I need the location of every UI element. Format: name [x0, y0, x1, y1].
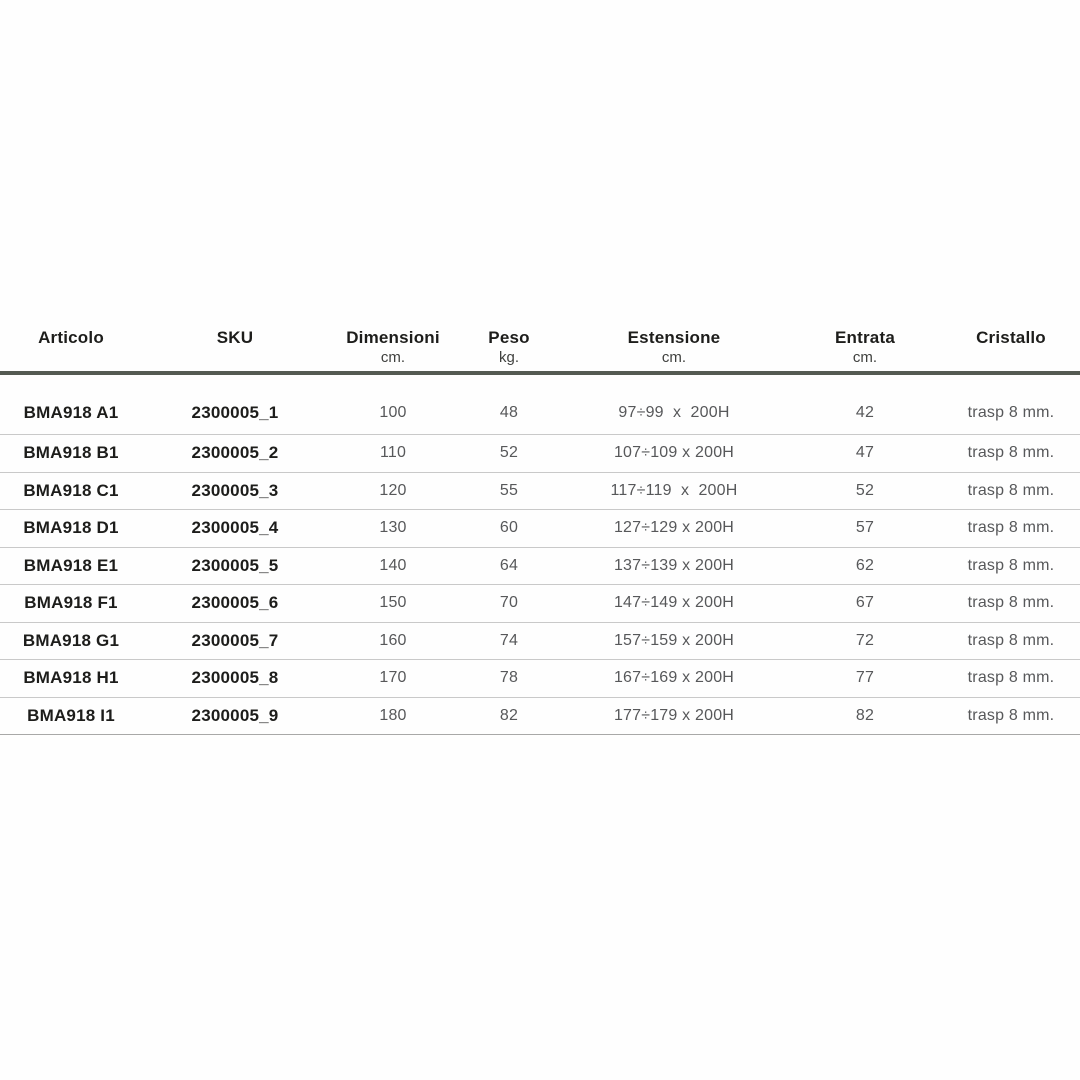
cell-peso: 78 — [499, 669, 519, 687]
column-label: Dimensioni — [346, 328, 440, 347]
column-header-sku — [142, 327, 328, 371]
column-unit: cm. — [661, 349, 687, 366]
table-row — [0, 375, 1080, 435]
cell-articolo: BMA918 E1 — [23, 555, 119, 575]
cell-sku: 2300005_9 — [191, 705, 279, 725]
cell-dimensioni: 130 — [379, 519, 407, 537]
column-label: Articolo — [38, 328, 104, 347]
cell-estensione: 157÷159 x 200H — [613, 631, 735, 649]
header-row — [0, 324, 1080, 375]
cell-sku: 2300005_3 — [191, 480, 279, 500]
table-body — [0, 375, 1080, 735]
cell-peso: 52 — [499, 444, 519, 462]
cell-dimensioni: 170 — [379, 669, 407, 687]
cell-estensione: 97÷99 x 200H — [618, 404, 730, 421]
table-row — [0, 585, 1080, 623]
cell-peso: 55 — [499, 481, 519, 499]
cell-articolo: BMA918 D1 — [23, 518, 119, 538]
cell-cristallo: trasp 8 mm. — [967, 519, 1055, 537]
cell-entrata: 72 — [855, 631, 875, 649]
cell-articolo: BMA918 G1 — [22, 630, 120, 650]
cell-cristallo: trasp 8 mm. — [967, 556, 1055, 574]
cell-sku: 2300005_6 — [191, 593, 279, 613]
cell-peso: 74 — [499, 631, 519, 649]
spec-table — [0, 324, 1080, 735]
cell-dimensioni: 110 — [379, 444, 407, 462]
cell-peso: 48 — [499, 404, 519, 421]
cell-dimensioni: 150 — [379, 594, 407, 612]
column-unit: kg. — [498, 349, 519, 366]
cell-entrata: 47 — [855, 444, 875, 462]
column-label: SKU — [216, 328, 254, 347]
cell-cristallo: trasp 8 mm. — [967, 706, 1055, 724]
table-row — [0, 473, 1080, 511]
cell-dimensioni: 140 — [379, 556, 407, 574]
cell-articolo: BMA918 B1 — [23, 443, 119, 463]
cell-entrata: 42 — [855, 404, 875, 421]
cell-articolo: BMA918 A1 — [23, 403, 119, 422]
cell-estensione: 167÷169 x 200H — [613, 669, 735, 687]
cell-estensione: 137÷139 x 200H — [613, 556, 735, 574]
cell-estensione: 117÷119 x 200H — [610, 481, 738, 499]
column-unit: cm. — [852, 349, 878, 366]
cell-dimensioni: 160 — [379, 631, 407, 649]
cell-sku: 2300005_5 — [191, 555, 279, 575]
cell-entrata: 57 — [855, 519, 875, 537]
cell-sku: 2300005_7 — [191, 630, 279, 650]
cell-peso: 82 — [499, 706, 519, 724]
table-row — [0, 623, 1080, 661]
cell-peso: 60 — [499, 519, 519, 537]
column-label: Entrata — [835, 328, 895, 347]
cell-entrata: 67 — [855, 594, 875, 612]
cell-dimensioni: 100 — [379, 404, 407, 421]
cell-entrata: 52 — [855, 481, 875, 499]
column-header-entrata — [788, 327, 942, 371]
cell-cristallo: trasp 8 mm. — [967, 631, 1055, 649]
column-unit: cm. — [380, 349, 406, 366]
cell-sku: 2300005_1 — [191, 403, 279, 422]
cell-cristallo: trasp 8 mm. — [967, 481, 1055, 499]
cell-dimensioni: 180 — [379, 706, 407, 724]
table-row — [0, 548, 1080, 586]
cell-estensione: 127÷129 x 200H — [613, 519, 735, 537]
column-header-articolo — [0, 327, 142, 371]
cell-articolo: BMA918 C1 — [23, 480, 119, 500]
cell-dimensioni: 120 — [379, 481, 407, 499]
cell-peso: 70 — [499, 594, 519, 612]
cell-peso: 64 — [499, 556, 519, 574]
column-header-cristallo — [942, 327, 1080, 371]
table-row — [0, 660, 1080, 698]
table-row — [0, 435, 1080, 473]
cell-estensione: 147÷149 x 200H — [613, 594, 735, 612]
column-header-peso — [458, 327, 560, 371]
column-label: Peso — [488, 328, 530, 347]
cell-estensione: 177÷179 x 200H — [613, 706, 735, 724]
column-header-estensione — [560, 327, 788, 371]
cell-sku: 2300005_2 — [191, 443, 279, 463]
cell-sku: 2300005_4 — [191, 518, 279, 538]
cell-entrata: 77 — [855, 669, 875, 687]
table-row — [0, 510, 1080, 548]
cell-cristallo: trasp 8 mm. — [967, 404, 1055, 421]
column-label: Cristallo — [976, 328, 1046, 347]
column-header-dimensioni — [328, 327, 458, 371]
cell-cristallo: trasp 8 mm. — [967, 444, 1055, 462]
cell-entrata: 62 — [855, 556, 875, 574]
cell-estensione: 107÷109 x 200H — [613, 444, 735, 462]
cell-entrata: 82 — [855, 706, 875, 724]
cell-articolo: BMA918 I1 — [27, 705, 115, 725]
cell-articolo: BMA918 H1 — [23, 668, 119, 688]
column-label: Estensione — [627, 328, 721, 347]
cell-cristallo: trasp 8 mm. — [967, 594, 1055, 612]
cell-articolo: BMA918 F1 — [24, 593, 118, 613]
cell-sku: 2300005_8 — [191, 668, 279, 688]
table-row — [0, 698, 1080, 736]
cell-cristallo: trasp 8 mm. — [967, 669, 1055, 687]
